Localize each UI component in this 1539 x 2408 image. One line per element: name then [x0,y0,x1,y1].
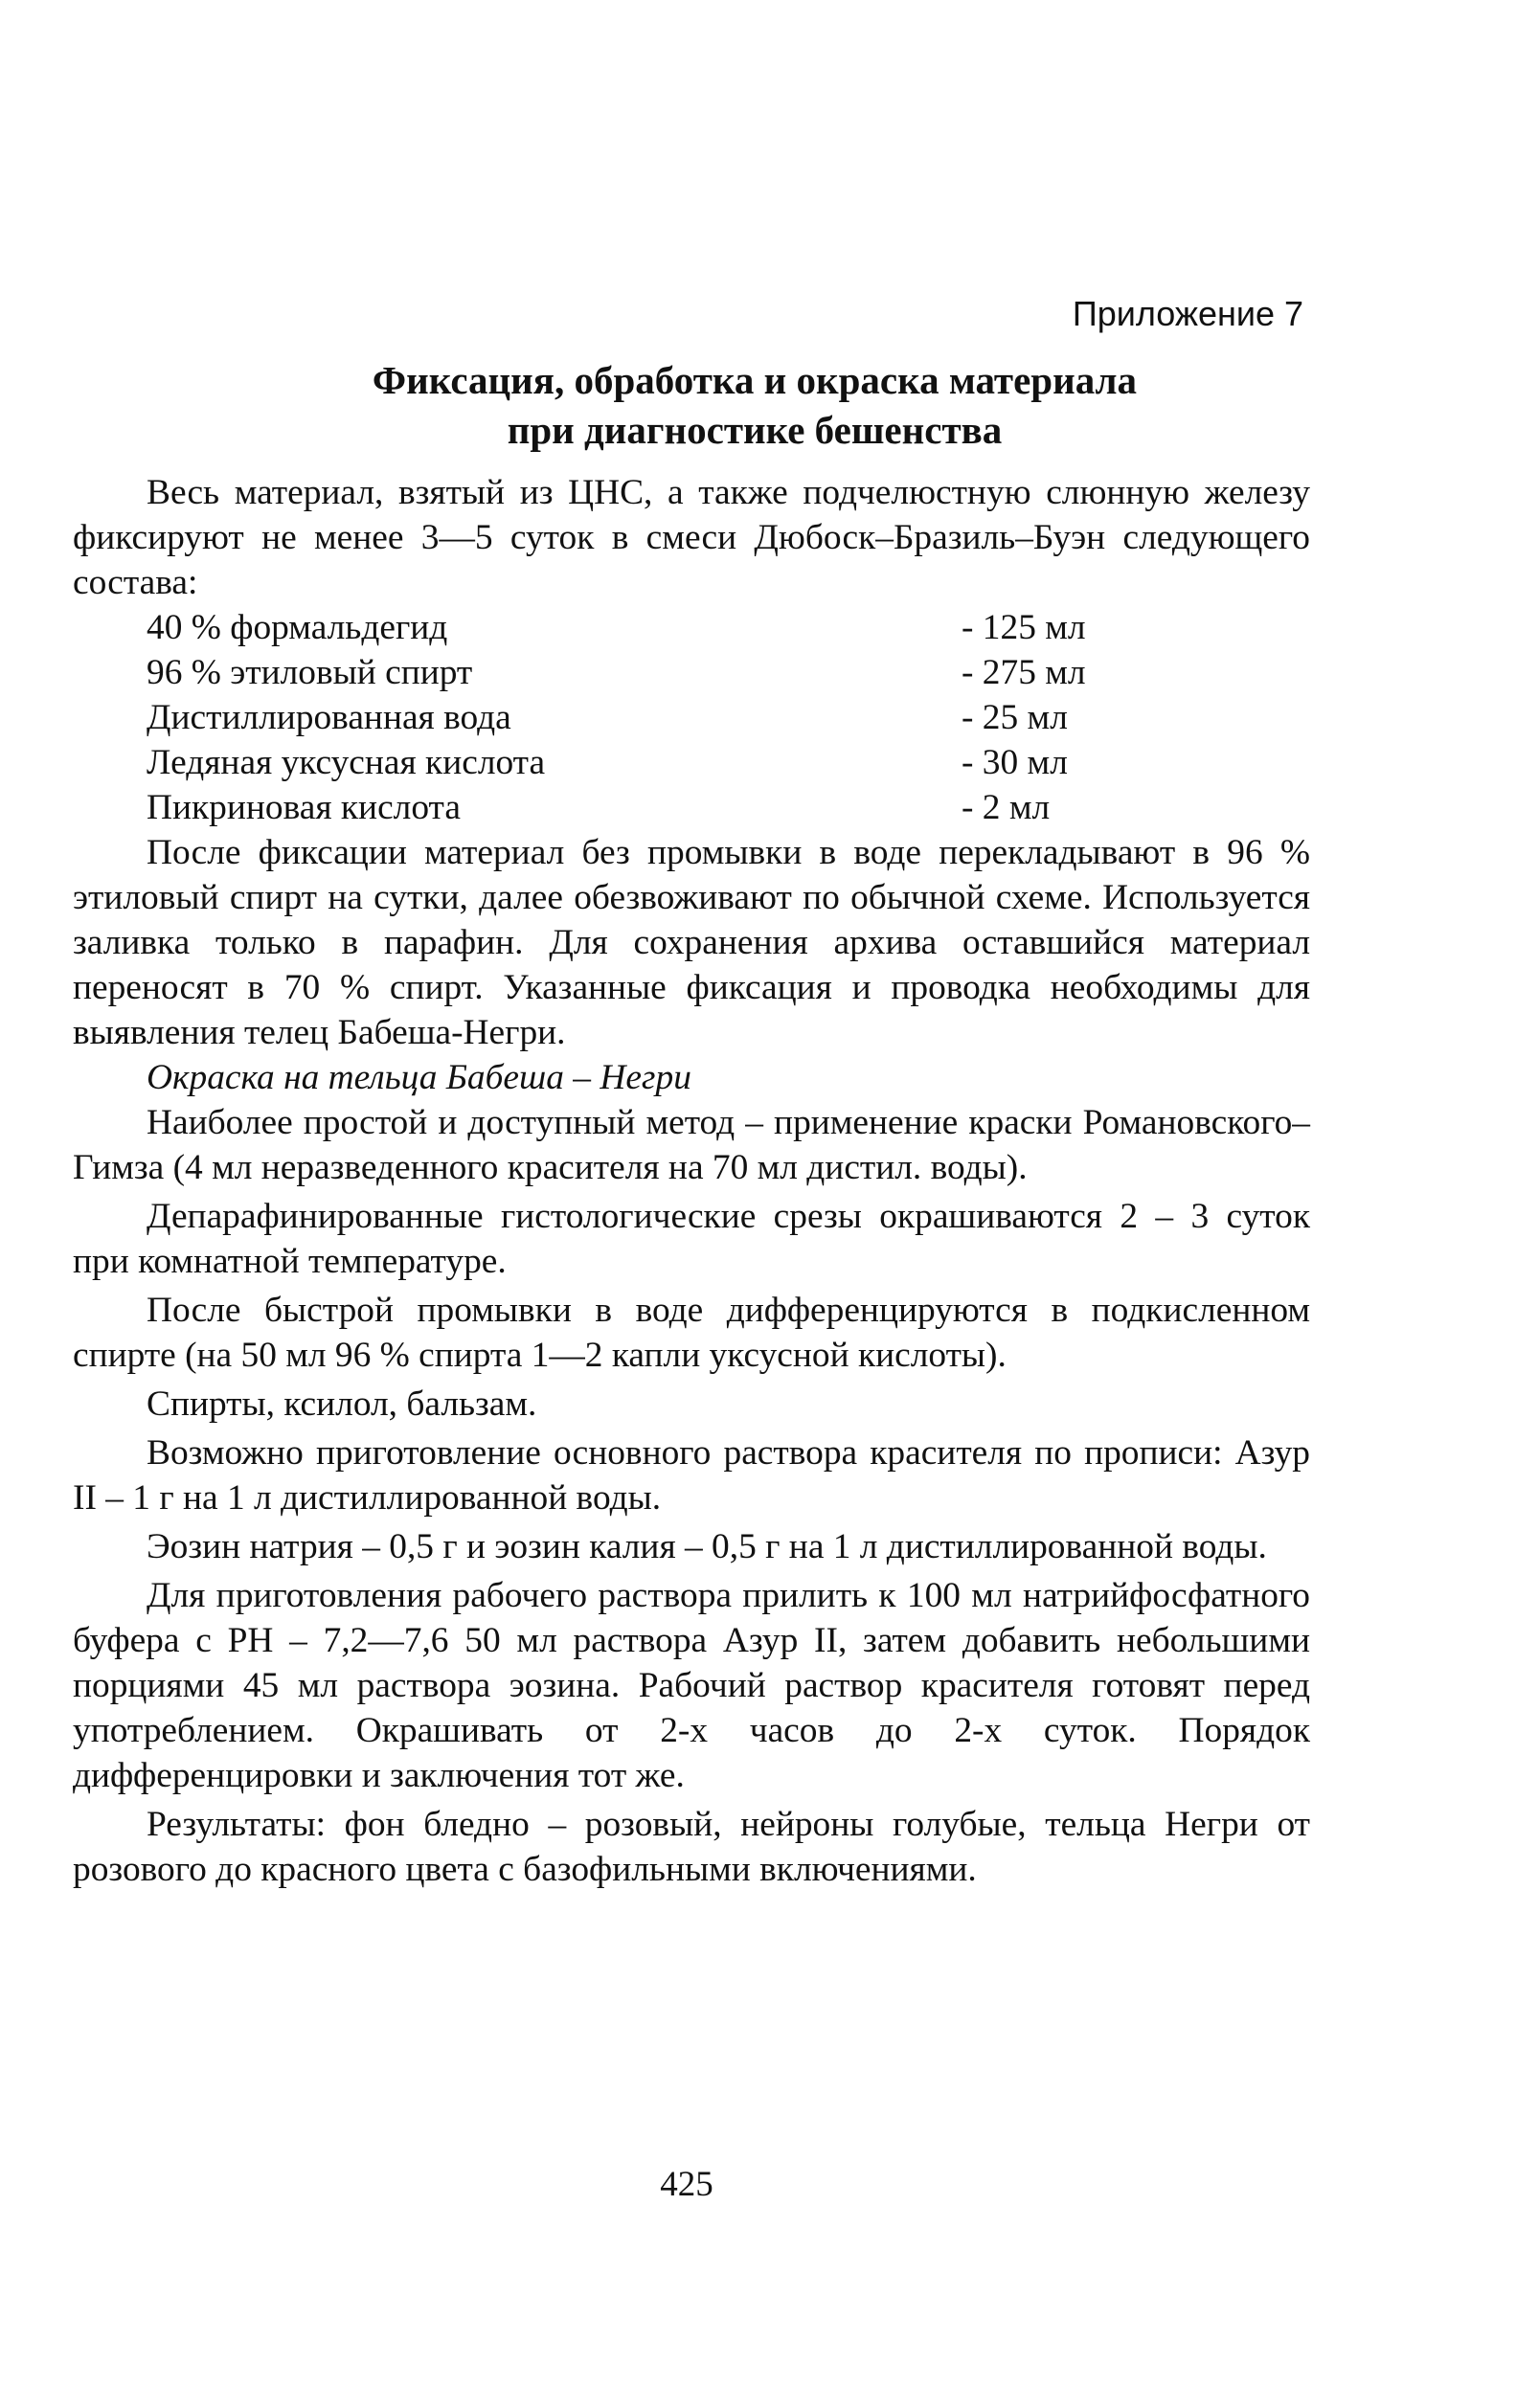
method-paragraph: Для приготовления рабочего раствора прилить к 100 мл натрийфосфатного буфера с РН – 7,2—7,6 50 мл раствора Азур II, затем добавить небольшими порциями 45 мл раствора эозина. Рабочий раствор красителя готовят перед употреблением. Окрашивать от 2-х часов до 2-х суток. Порядок дифференцировки и заключения тот же. [73,1576,1310,1795]
method-paragraph: После быстрой промывки в воде дифференцируются в подкисленном спирте (на 50 мл 96 % спирта 1—2 капли уксусной кислоты). [73,1291,1310,1375]
composition-item-amount: - 25 мл [962,698,1068,737]
stain-subheading: Окраска на тельца Бабеша – Негри [147,1058,691,1097]
composition-item-name: 40 % формальдегид [147,608,448,647]
results-paragraph: Результаты: фон бледно – розовый, нейроны голубые, тельца Негри от розового до красного цвета с базофильными включениями. [73,1805,1310,1889]
composition-item [73,605,1310,650]
title-line-2: при диагностике бешенства [507,408,1003,452]
method-paragraph: Спирты, ксилол, бальзам. [147,1384,537,1424]
method-paragraph: Депарафинированные гистологические срезы окрашиваются 2 – 3 суток при комнатной температуре. [73,1197,1310,1281]
composition-list [73,605,1310,830]
composition-item-amount: - 30 мл [962,743,1068,782]
composition-item-amount: - 125 мл [962,608,1086,647]
composition-item [73,650,1310,695]
composition-item [73,695,1310,740]
composition-item-amount: - 2 мл [962,788,1051,827]
method-paragraph: Наиболее простой и доступный метод – применение краски Романовского–Гимза (4 мл неразведенного красителя на 70 мл дистил. воды). [73,1103,1310,1187]
composition-item-name: Дистиллированная вода [147,698,511,737]
title-line-1: Фиксация, обработка и окраска материала [372,358,1138,402]
composition-item [73,785,1310,830]
page-number: 425 [660,2165,713,2204]
body-text [73,470,1310,1892]
appendix-label: Приложение 7 [1072,294,1303,333]
composition-item-name: Ледяная уксусная кислота [147,743,546,782]
method-paragraph: Эозин натрия – 0,5 г и эозин калия – 0,5 г на 1 л дистиллированной воды. [147,1527,1267,1566]
intro-paragraph: Весь материал, взятый из ЦНС, а также подчелюстную слюнную железу фиксируют не менее 3—5 суток в смеси Дюбоск–Бразиль–Буэн следующего состава: [73,473,1310,602]
composition-item-name: Пикриновая кислота [147,788,461,827]
composition-item-amount: - 275 мл [962,653,1086,692]
composition-item-name: 96 % этиловый спирт [147,653,473,692]
after-fixation-paragraph: После фиксации материал без промывки в воде перекладывают в 96 % этиловый спирт на сутки, далее обезвоживают по обычной схеме. Используется заливка только в парафин. Для сохранения архива оставшийся материал переносят в 70 % спирт. Указанные фиксация и проводка необходимы для выявления телец Бабеша-Негри. [73,833,1310,1052]
method-paragraph: Возможно приготовление основного раствора красителя по прописи: Азур II – 1 г на 1 л дистиллированной воды. [73,1433,1310,1518]
page-title [144,355,1366,455]
composition-item [73,740,1310,785]
